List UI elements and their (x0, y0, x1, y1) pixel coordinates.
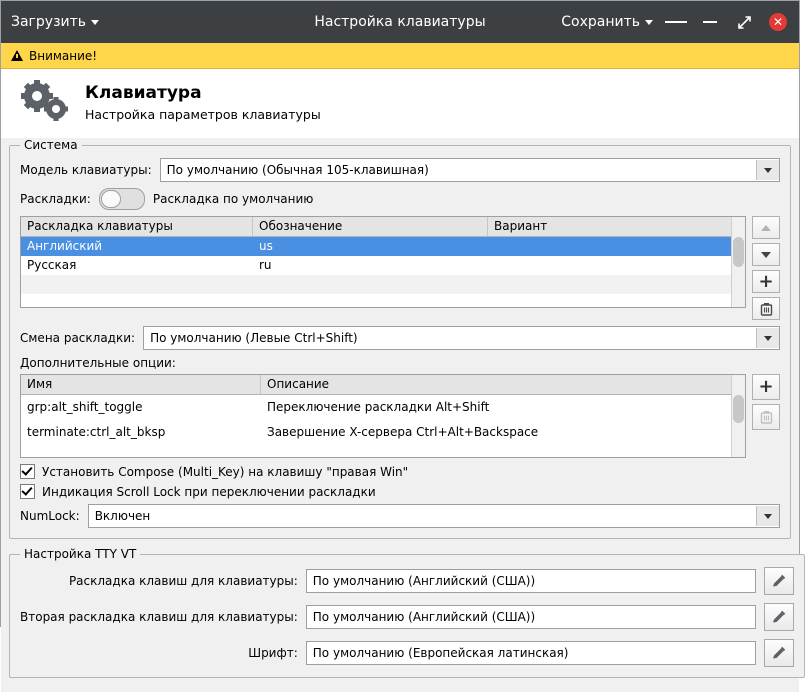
save-menu-button[interactable] (561, 14, 653, 30)
tty-group (9, 547, 805, 678)
tty-second-layout-label: Вторая раскладка клавиш для клавиатуры: (20, 610, 298, 624)
compose-key-checkbox[interactable] (20, 464, 35, 479)
layouts-table-scrollbar[interactable] (731, 217, 745, 307)
numlock-select[interactable] (88, 504, 780, 528)
chevron-down-icon (91, 20, 99, 25)
keyboard-model-label: Модель клавиатуры: (20, 163, 152, 177)
cell-option-description: Завершение X-сервера Ctrl+Alt+Backspace (267, 425, 539, 439)
cell-option-name: grp:alt_shift_toggle (27, 400, 143, 414)
move-up-button[interactable] (752, 216, 780, 239)
compose-key-row[interactable] (20, 464, 780, 479)
delete-layout-button[interactable] (752, 297, 780, 320)
cell-variant (488, 256, 708, 275)
layout-switch-value: По умолчанию (Левые Ctrl+Shift) (150, 331, 358, 345)
options-table[interactable] (20, 374, 746, 458)
window-title: Настройка клавиатуры (314, 14, 486, 30)
column-header-variant: Вариант (494, 219, 548, 233)
chevron-down-icon[interactable] (756, 160, 779, 180)
warning-bar (1, 43, 799, 69)
layout-switch-label: Смена раскладки: (20, 331, 136, 345)
move-down-button[interactable] (752, 243, 780, 266)
chevron-down-icon[interactable] (756, 328, 779, 348)
tty-font-value: По умолчанию (Европейская латинская) (312, 646, 569, 660)
options-table-wrap (20, 374, 780, 458)
cell-layout: Русская (27, 258, 77, 272)
hamburger-icon[interactable] (665, 11, 687, 33)
minimize-icon[interactable] (699, 11, 721, 33)
table-row[interactable] (21, 294, 745, 313)
title-bar (1, 1, 799, 43)
tty-second-layout-row (20, 603, 794, 631)
system-group (9, 138, 791, 539)
layout-switch-row (20, 326, 780, 350)
warning-triangle-icon (11, 50, 23, 61)
layout-action-buttons (752, 216, 780, 320)
chevron-down-icon (645, 20, 653, 25)
tty-group-legend: Настройка TTY VT (24, 547, 137, 561)
cell-code: us (259, 239, 273, 253)
edit-second-layout-button[interactable] (764, 603, 794, 631)
load-menu-button[interactable] (11, 14, 99, 30)
default-layout-toggle[interactable] (99, 188, 145, 210)
add-layout-button[interactable]: + (752, 270, 780, 293)
keyboard-model-value: По умолчанию (Обычная 105-клавишная) (166, 163, 429, 177)
tty-layout-row (20, 567, 794, 595)
layout-switch-select[interactable] (143, 326, 780, 350)
option-action-buttons (752, 374, 780, 430)
numlock-label: NumLock: (20, 509, 80, 523)
layouts-table[interactable] (20, 216, 746, 308)
keyboard-model-row (20, 158, 780, 182)
table-row[interactable] (21, 275, 745, 294)
load-menu-label: Загрузить (11, 14, 87, 30)
tty-layout-value: По умолчанию (Английский (США)) (312, 574, 536, 588)
column-header-layout: Раскладка клавиатуры (21, 217, 253, 236)
tty-layout-label: Раскладка клавиш для клавиатуры: (68, 574, 298, 588)
scrolllock-checkbox[interactable] (20, 484, 35, 499)
page-subtitle: Настройка параметров клавиатуры (85, 107, 321, 122)
cell-code: ru (259, 258, 272, 272)
cell-option-description: Переключение раскладки Alt+Shift (267, 400, 490, 414)
scrolllock-label: Индикация Scroll Lock при переключении раскладки (42, 484, 376, 499)
numlock-row (20, 504, 780, 528)
layouts-label: Раскладки: (20, 192, 91, 206)
cell-layout: Английский (27, 239, 103, 253)
column-header-name: Имя (21, 375, 261, 394)
table-row[interactable] (21, 395, 745, 420)
edit-layout-button[interactable] (764, 567, 794, 595)
save-menu-label: Сохранить (561, 14, 640, 30)
column-header-description: Описание (267, 377, 330, 391)
maximize-icon[interactable] (733, 11, 755, 33)
warning-text: Внимание! (29, 48, 98, 63)
table-row[interactable] (21, 420, 745, 445)
default-layout-toggle-label: Раскладка по умолчанию (152, 192, 314, 206)
tty-second-layout-value: По умолчанию (Английский (США)) (312, 610, 536, 624)
additional-options-label: Дополнительные опции: (20, 356, 176, 370)
tty-font-label: Шрифт: (248, 646, 298, 660)
gears-icon (17, 79, 71, 126)
page-header (1, 69, 799, 138)
tty-layout-field[interactable] (306, 569, 756, 593)
page-title: Клавиатура (85, 83, 202, 103)
table-row[interactable] (21, 256, 745, 275)
settings-content (1, 138, 799, 692)
layouts-table-wrap (20, 216, 780, 320)
keyboard-model-select[interactable] (160, 158, 780, 182)
column-header-code: Обозначение (253, 217, 488, 236)
layouts-table-header (21, 217, 745, 237)
options-table-scrollbar[interactable] (731, 375, 745, 457)
layouts-toggle-row (20, 188, 780, 210)
compose-key-label: Установить Compose (Multi_Key) на клавишу "правая Win" (42, 464, 409, 479)
options-table-header (21, 375, 745, 395)
tty-second-layout-field[interactable] (306, 605, 756, 629)
cell-variant (488, 237, 708, 256)
system-group-legend: Система (24, 138, 78, 152)
scrolllock-row[interactable] (20, 484, 780, 499)
numlock-value: Включен (94, 509, 151, 523)
table-row[interactable] (21, 237, 745, 256)
cell-option-name: terminate:ctrl_alt_bksp (27, 425, 166, 439)
tty-font-field[interactable] (306, 641, 756, 665)
chevron-down-icon[interactable] (756, 506, 779, 526)
edit-font-button[interactable] (764, 639, 794, 667)
add-option-button[interactable]: + (752, 374, 780, 400)
tty-font-row (20, 639, 794, 667)
close-icon[interactable]: ✕ (767, 11, 789, 33)
delete-option-button[interactable] (752, 404, 780, 430)
